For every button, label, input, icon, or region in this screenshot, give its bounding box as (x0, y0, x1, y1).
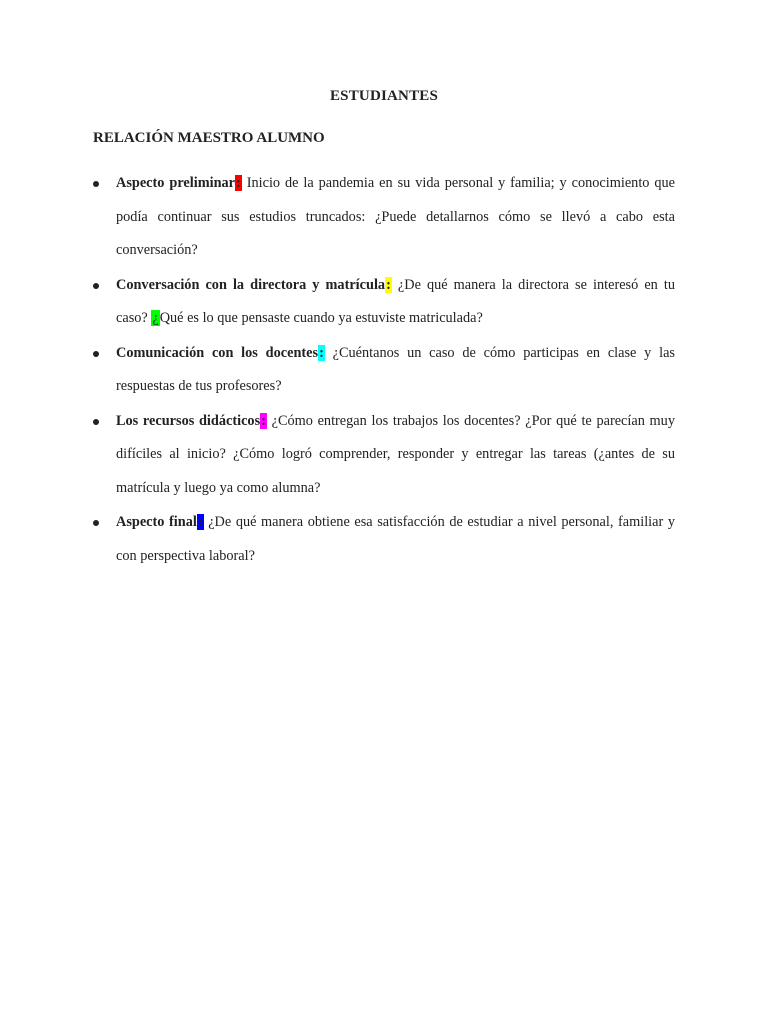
list-item-conversacion-directora (93, 269, 675, 336)
highlight-mark-yellow: : (386, 276, 391, 293)
list-item-comunicacion-docentes (93, 337, 675, 404)
item-label: Aspecto final (116, 514, 197, 530)
highlight-mark-magenta: : (261, 412, 266, 429)
item-label: Aspecto preliminar (116, 175, 236, 191)
question-list (93, 167, 675, 574)
highlight-mark-blue: : (197, 514, 203, 530)
bullet-icon (93, 283, 99, 289)
section-title: RELACIÓN MAESTRO ALUMNO (93, 130, 325, 146)
highlight-mark-red: : (236, 175, 241, 191)
item-text: ¿De qué manera la directora se interesó en tu caso? (116, 276, 676, 326)
item-text-continued: Qué es lo que pensaste cuando ya estuviste matriculada? (159, 310, 483, 326)
item-text: Inicio de la pandemia en su vida personal y familia; y conocimiento que podía continuar sus estudios truncados: ¿Puede detallarnos cómo se llevó a cabo esta conversación? (116, 175, 676, 258)
item-label: Los recursos didácticos (116, 412, 261, 429)
highlight-mark-cyan: : (319, 344, 324, 361)
highlight-mark-green: ¿ (152, 310, 159, 326)
bullet-icon (93, 419, 99, 425)
item-text: ¿Cuéntanos un caso de cómo participas en clase y las respuestas de tus profesores? (116, 344, 675, 394)
item-label: Comunicación con los docentes (116, 344, 319, 361)
list-item-aspecto-preliminar (93, 167, 675, 268)
bullet-icon (93, 181, 99, 187)
item-text: ¿De qué manera obtiene esa satisfacción de estudiar a nivel personal, familiar y con perspectiva laboral? (116, 514, 675, 564)
item-label: Conversación con la directora y matrícula (116, 276, 386, 293)
list-item-recursos-didacticos (93, 405, 675, 506)
list-item-aspecto-final (93, 506, 675, 573)
bullet-icon (93, 520, 99, 526)
bullet-icon (93, 351, 99, 357)
document-title: ESTUDIANTES (329, 88, 439, 104)
item-text: ¿Cómo entregan los trabajos los docentes? ¿Por qué te parecían muy difíciles al inicio? ¿Cómo logró comprender, responder y entregar las tareas (¿antes de su matrícula y luego ya como alumna? (116, 412, 675, 496)
